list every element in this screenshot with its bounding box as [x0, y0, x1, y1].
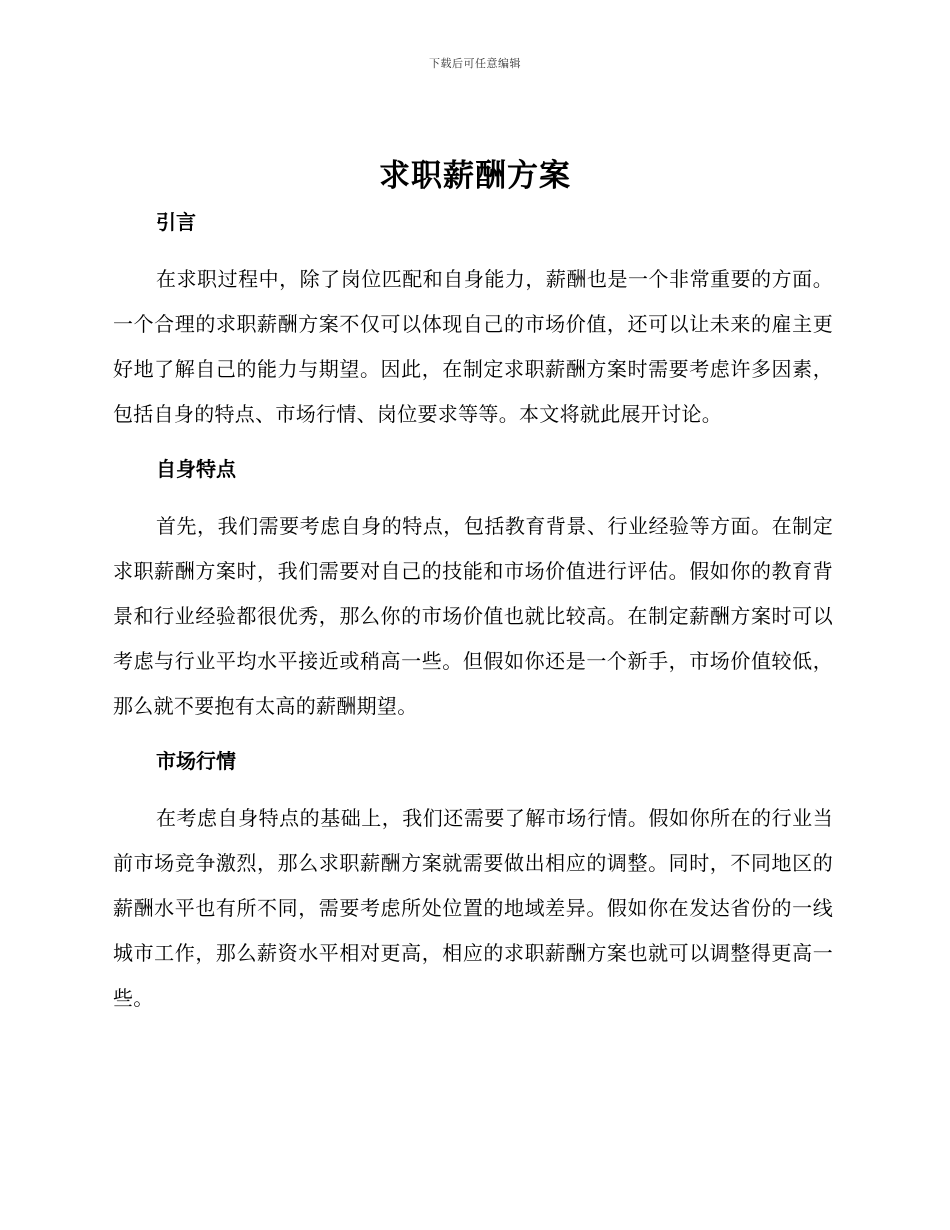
section-heading: 市场行情 [156, 749, 236, 773]
section-paragraph: 首先，我们需要考虑自身的特点，包括教育背景、行业经验等方面。在制定求职薪酬方案时，我们需要对自己的技能和市场价值进行评估。假如你的教育背景和行业经验都很优秀，那么你的市场价值也就比较高。在制定薪酬方案时可以考虑与行业平均水平接近或稍高一些。但假如你还是一个新手，市场价值较低，那么就不要抱有太高的薪酬期望。 [113, 514, 833, 718]
section-paragraph: 在考虑自身特点的基础上，我们还需要了解市场行情。假如你所在的行业当前市场竞争激烈，那么求职薪酬方案就需要做出相应的调整。同时，不同地区的薪酬水平也有所不同，需要考虑所处位置的地域差异。假如你在发达省份的一线城市工作，那么薪资水平相对更高，相应的求职薪酬方案也就可以调整得更高一些。 [113, 806, 833, 1010]
section-personal-traits [113, 449, 833, 729]
document-body [113, 200, 833, 1021]
section-market-conditions [113, 741, 833, 1021]
section-heading: 引言 [156, 210, 196, 234]
section-introduction [113, 202, 833, 437]
header-note: 下载后可任意编辑 [429, 57, 521, 70]
section-paragraph: 在求职过程中，除了岗位匹配和自身能力，薪酬也是一个非常重要的方面。一个合理的求职薪酬方案不仅可以体现自己的市场价值，还可以让未来的雇主更好地了解自己的能力与期望。因此，在制定求职薪酬方案时需要考虑许多因素，包括自身的特点、市场行情、岗位要求等等。本文将就此展开讨论。 [113, 267, 833, 426]
document-title: 求职薪酬方案 [379, 158, 571, 194]
section-heading: 自身特点 [156, 457, 236, 481]
